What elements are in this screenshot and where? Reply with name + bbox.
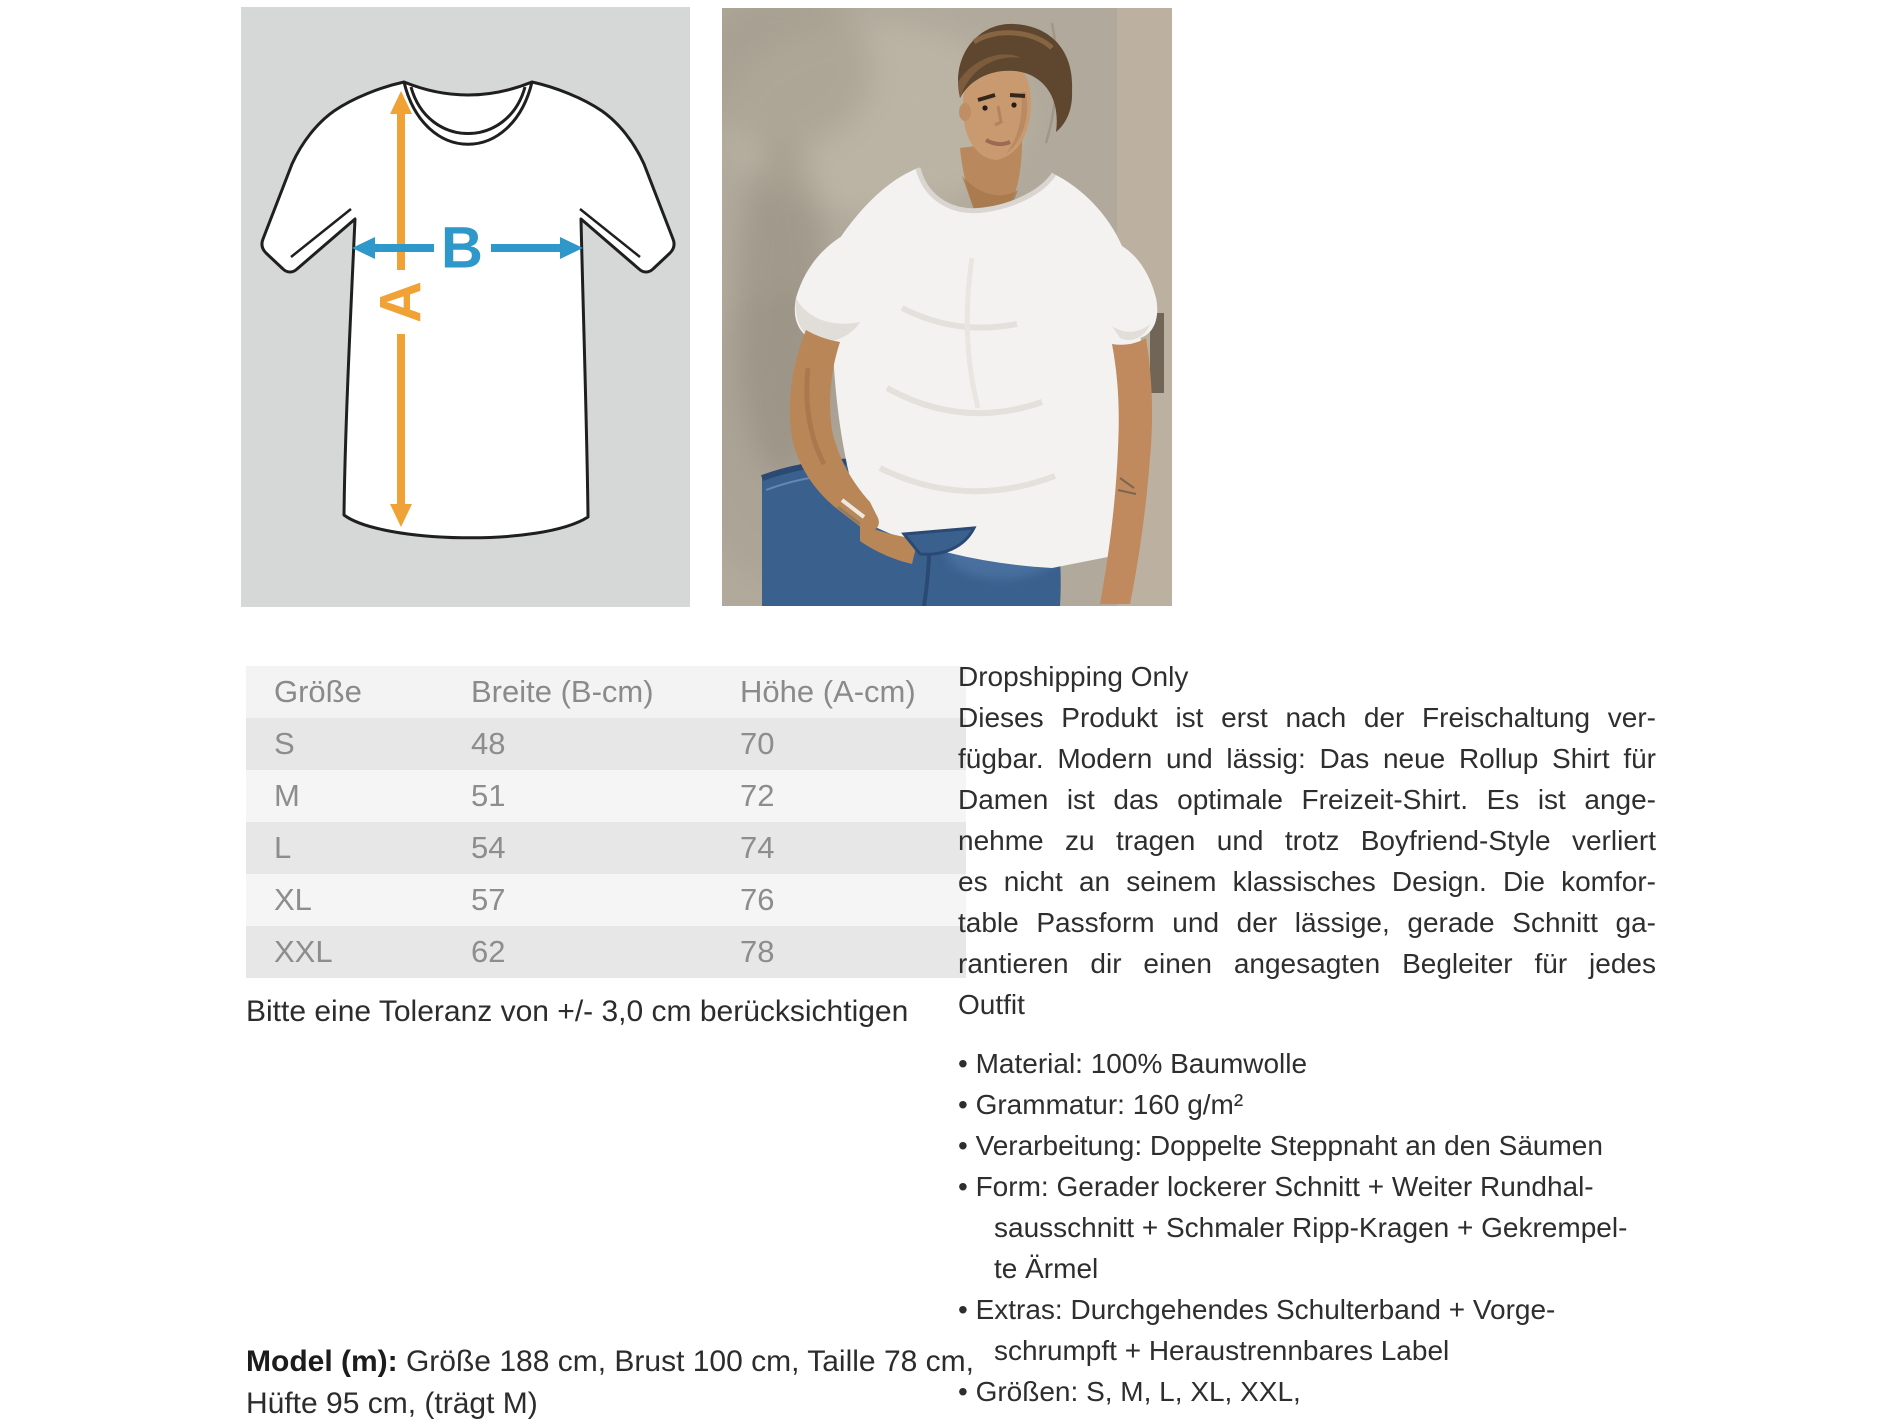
description-title: Dropshipping Only: [958, 661, 1189, 692]
table-row: [246, 926, 966, 978]
bullet-grammatur: • Grammatur: 160 g/m²: [958, 1089, 1244, 1120]
cell-width: 62: [471, 934, 506, 969]
cell-width: 51: [471, 778, 506, 813]
cell-height: 70: [740, 726, 775, 761]
model-photo: [722, 8, 1172, 606]
product-description: [958, 656, 1656, 1412]
cell-width: 54: [471, 830, 506, 865]
model-measurements-line2: Hüfte 95 cm, (trägt M): [246, 1387, 538, 1420]
cell-width: 48: [471, 726, 506, 761]
table-row: [246, 874, 966, 926]
size-chart-table: [246, 666, 966, 978]
description-line: nehme zu tragen und trotz Boyfriend-Style verliert: [958, 825, 1656, 856]
description-line: Dieses Produkt ist erst nach der Freischaltung ver-: [958, 702, 1656, 733]
table-row: [246, 822, 966, 874]
table-row: [246, 770, 966, 822]
cell-size: XL: [274, 882, 312, 917]
cell-height: 78: [740, 934, 775, 969]
bullet-form: • Form: Gerader lockerer Schnitt + Weiter Rundhal-: [958, 1171, 1594, 1202]
description-line: es nicht an seinem klassisches Design. Die komfor-: [958, 866, 1656, 897]
bullet-verarbeitung: • Verarbeitung: Doppelte Steppnaht an den Säumen: [958, 1130, 1603, 1161]
tolerance-note: Bitte eine Toleranz von +/- 3,0 cm berücksichtigen: [246, 995, 909, 1028]
bullet-form-cont: te Ärmel: [994, 1253, 1099, 1284]
bullet-form-cont: sausschnitt + Schmaler Ripp-Kragen + Gekrempel-: [994, 1212, 1628, 1243]
tshirt-diagram-svg: [241, 7, 690, 607]
cell-size: S: [274, 726, 295, 761]
model-measurements: [246, 1341, 1026, 1425]
tshirt-measure-diagram: [241, 7, 690, 607]
header-breite: Breite (B-cm): [471, 674, 654, 709]
model-values: Größe 188 cm, Brust 100 cm, Taille 78 cm,: [397, 1345, 974, 1378]
description-line: fügbar. Modern und lässig: Das neue Rollup Shirt für: [958, 743, 1656, 774]
measure-label-a: A: [368, 281, 434, 323]
measure-label-b: B: [441, 215, 483, 281]
cell-height: 72: [740, 778, 775, 813]
cell-height: 74: [740, 830, 775, 865]
model-measurements-line1: [246, 1341, 1026, 1383]
cell-width: 57: [471, 882, 506, 917]
description-line: Outfit: [958, 989, 1025, 1020]
header-hoehe: Höhe (A-cm): [740, 674, 916, 709]
bullet-extras-cont: schrumpft + Heraustrennbares Label: [994, 1335, 1450, 1366]
bullet-groessen: • Größen: S, M, L, XL, XXL,: [958, 1376, 1301, 1407]
bullet-extras: • Extras: Durchgehendes Schulterband + Vorge-: [958, 1294, 1556, 1325]
cell-size: L: [274, 830, 292, 865]
description-line: Damen ist das optimale Freizeit-Shirt. Es ist ange-: [958, 784, 1656, 815]
model-photo-svg: [722, 8, 1172, 606]
table-row: [246, 718, 966, 770]
cell-size: XXL: [274, 934, 333, 969]
header-groesse: Größe: [274, 674, 362, 709]
cell-height: 76: [740, 882, 775, 917]
description-line: table Passform und der lässige, gerade Schnitt ga-: [958, 907, 1656, 938]
table-header-row: [246, 666, 966, 718]
description-line: rantieren dir einen angesagten Begleiter für jedes: [958, 948, 1656, 979]
cell-size: M: [274, 778, 300, 813]
model-label: Model (m):: [246, 1345, 398, 1378]
paragraph-gap: [958, 1025, 1656, 1043]
bullet-material: • Material: 100% Baumwolle: [958, 1048, 1308, 1079]
